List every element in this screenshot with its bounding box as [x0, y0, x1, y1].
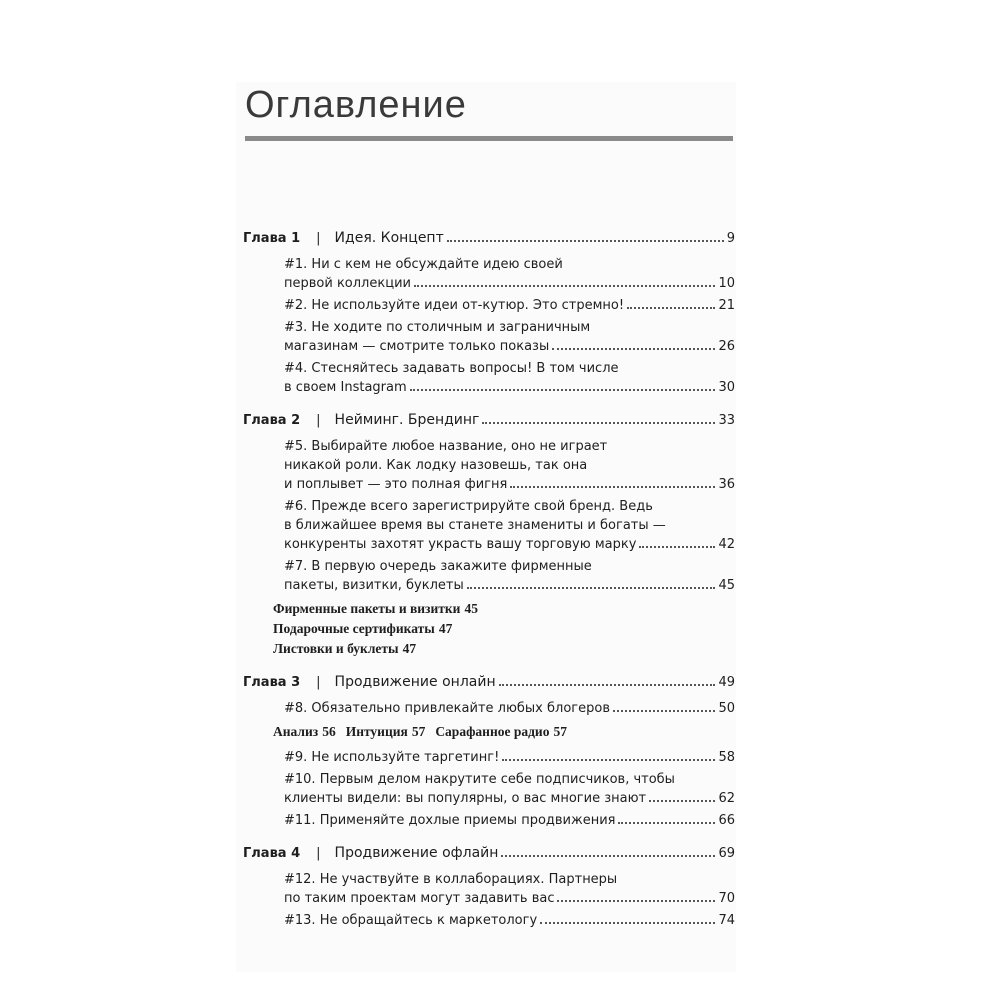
subsection-item [346, 722, 426, 742]
section-last-line [284, 789, 735, 808]
table-of-contents [243, 229, 735, 933]
chapter-entry[interactable] [243, 844, 735, 864]
subsection-item [273, 639, 416, 659]
page-number: 70 [718, 891, 735, 906]
subsection-item [273, 722, 336, 742]
section-line: #1. Ни с кем не обсуждайте идею своей [284, 257, 563, 272]
page-number: 45 [718, 578, 735, 593]
dot-leader [613, 710, 715, 712]
dot-leader [414, 285, 715, 287]
subsection-title: Фирменные пакеты и визитки [273, 601, 461, 616]
toc-section[interactable] [243, 318, 735, 356]
section-text: клиенты видели: вы популярны, о вас многие знают [284, 791, 647, 806]
page-number: 42 [718, 537, 735, 552]
page-number: 62 [718, 791, 735, 806]
section-line: #6. Прежде всего зарегистрируйте свой бренд. Ведь [284, 499, 653, 514]
page-number: 21 [718, 298, 735, 313]
section-last-line [284, 337, 735, 356]
section-line: #3. Не ходите по столичным и заграничным [284, 320, 591, 335]
subsection-title: Сарафанное радио [435, 724, 550, 739]
page-number: 36 [718, 477, 735, 492]
chapter-separator: | [316, 675, 321, 690]
dot-leader [482, 422, 715, 424]
subsection-page: 47 [402, 641, 417, 656]
dot-leader [447, 240, 724, 242]
section-line: в ближайшее время вы станете знамениты и богаты — [284, 518, 666, 533]
subsection-page: 45 [464, 601, 478, 616]
chapter-label: Глава 1 [243, 231, 301, 246]
section-last-line [284, 378, 735, 397]
page-number: 50 [718, 701, 735, 716]
dot-leader [618, 822, 715, 824]
page-title: Оглавление [245, 84, 467, 126]
toc-section[interactable] [243, 557, 735, 595]
section-line: #10. Первым делом накрутите себе подписчиков, чтобы [284, 772, 675, 787]
toc-section[interactable] [243, 497, 735, 554]
section-text: #8. Обязательно привлекайте любых блогеров [284, 701, 610, 716]
toc-section[interactable] [243, 811, 735, 830]
chapter-separator: | [316, 231, 321, 246]
subsection-title: Анализ [273, 724, 319, 739]
section-line: никакой роли. Как лодку назовешь, так она [284, 458, 588, 473]
section-line: #12. Не участвуйте в коллаборациях. Партнеры [284, 872, 618, 887]
chapter-entry[interactable] [243, 673, 735, 693]
chapter-label: Глава 2 [243, 413, 301, 428]
subsection-title: Подарочные сертификаты [273, 621, 435, 636]
section-last-line [284, 911, 735, 930]
section-last-line [284, 699, 735, 718]
dot-leader [552, 348, 715, 350]
subsection-page: 57 [411, 724, 426, 739]
dot-leader [649, 800, 715, 802]
section-text: конкуренты захотят украсть вашу торговую марку [284, 537, 637, 552]
dot-leader [540, 922, 715, 924]
chapter-entry[interactable] [243, 411, 735, 431]
section-text: в своем Instagram [284, 380, 407, 395]
toc-section[interactable] [243, 770, 735, 808]
section-line: #4. Стесняйтесь задавать вопросы! В том числе [284, 361, 619, 376]
dot-leader [467, 587, 716, 589]
subsection-item [273, 619, 452, 639]
page-number: 9 [726, 231, 735, 246]
section-text: магазинам — смотрите только показы [284, 339, 550, 354]
toc-section[interactable] [243, 359, 735, 397]
page-number: 74 [718, 913, 735, 928]
chapter-title: Продвижение офлайн [334, 845, 499, 861]
toc-section[interactable] [243, 437, 735, 494]
subsection-page: 47 [438, 621, 453, 636]
section-text: #2. Не используйте идеи от-кутюр. Это стремно! [284, 298, 625, 313]
page-number: 30 [718, 380, 735, 395]
section-text: #9. Не используйте таргетинг! [284, 750, 500, 765]
subsection-list [243, 599, 593, 659]
dot-leader [627, 307, 715, 309]
toc-section[interactable] [243, 255, 735, 293]
subsection-item [273, 599, 478, 619]
section-text: #11. Применяйте дохлые приемы продвижения [284, 813, 616, 828]
chapter-title: Нейминг. Брендинг [334, 412, 480, 428]
dot-leader [501, 855, 715, 857]
subsection-item [435, 722, 567, 742]
toc-section[interactable] [243, 911, 735, 930]
dot-leader [557, 900, 715, 902]
section-last-line [284, 535, 735, 554]
page-number: 10 [718, 276, 735, 291]
toc-section[interactable] [243, 748, 735, 767]
page-number: 33 [718, 413, 735, 428]
section-text: по таким проектам могут задавить вас [284, 891, 555, 906]
dot-leader [499, 684, 716, 686]
subsection-page: 57 [553, 724, 567, 739]
page-number: 26 [718, 339, 735, 354]
subsection-title: Интуиция [345, 724, 408, 739]
subsection-title: Листовки и буклеты [273, 641, 399, 656]
section-text: #13. Не обращайтесь к маркетологу [284, 913, 538, 928]
chapter-title: Продвижение онлайн [334, 674, 496, 690]
section-line: #7. В первую очередь закажите фирменные [284, 559, 592, 574]
section-last-line [284, 296, 735, 315]
dot-leader [410, 389, 716, 391]
page-number: 69 [718, 846, 735, 861]
subsection-page: 56 [322, 724, 336, 739]
chapter-title: Идея. Концепт [334, 230, 444, 246]
toc-section[interactable] [243, 870, 735, 908]
chapter-label: Глава 3 [243, 675, 301, 690]
page-number: 49 [718, 675, 735, 690]
dot-leader [510, 486, 715, 488]
chapter-label: Глава 4 [243, 846, 301, 861]
chapter-entry[interactable] [243, 229, 735, 249]
page-number: 58 [718, 750, 735, 765]
title-rule [245, 136, 733, 141]
section-last-line [284, 889, 735, 908]
section-last-line [284, 475, 735, 494]
dot-leader [502, 759, 715, 761]
toc-section[interactable] [243, 296, 735, 315]
section-text: пакеты, визитки, буклеты [284, 578, 464, 593]
section-last-line [284, 576, 735, 595]
section-last-line [284, 748, 735, 767]
chapter-separator: | [316, 846, 321, 861]
section-line: #5. Выбирайте любое название, оно не играет [284, 439, 608, 454]
section-last-line [284, 274, 735, 293]
section-text: первой коллекции [284, 276, 411, 291]
section-last-line [284, 811, 735, 830]
chapter-separator: | [316, 413, 321, 428]
page-number: 66 [718, 813, 735, 828]
dot-leader [639, 546, 715, 548]
toc-section[interactable] [243, 699, 735, 718]
subsection-list [243, 722, 593, 742]
section-text: и поплывет — это полная фигня [284, 477, 508, 492]
